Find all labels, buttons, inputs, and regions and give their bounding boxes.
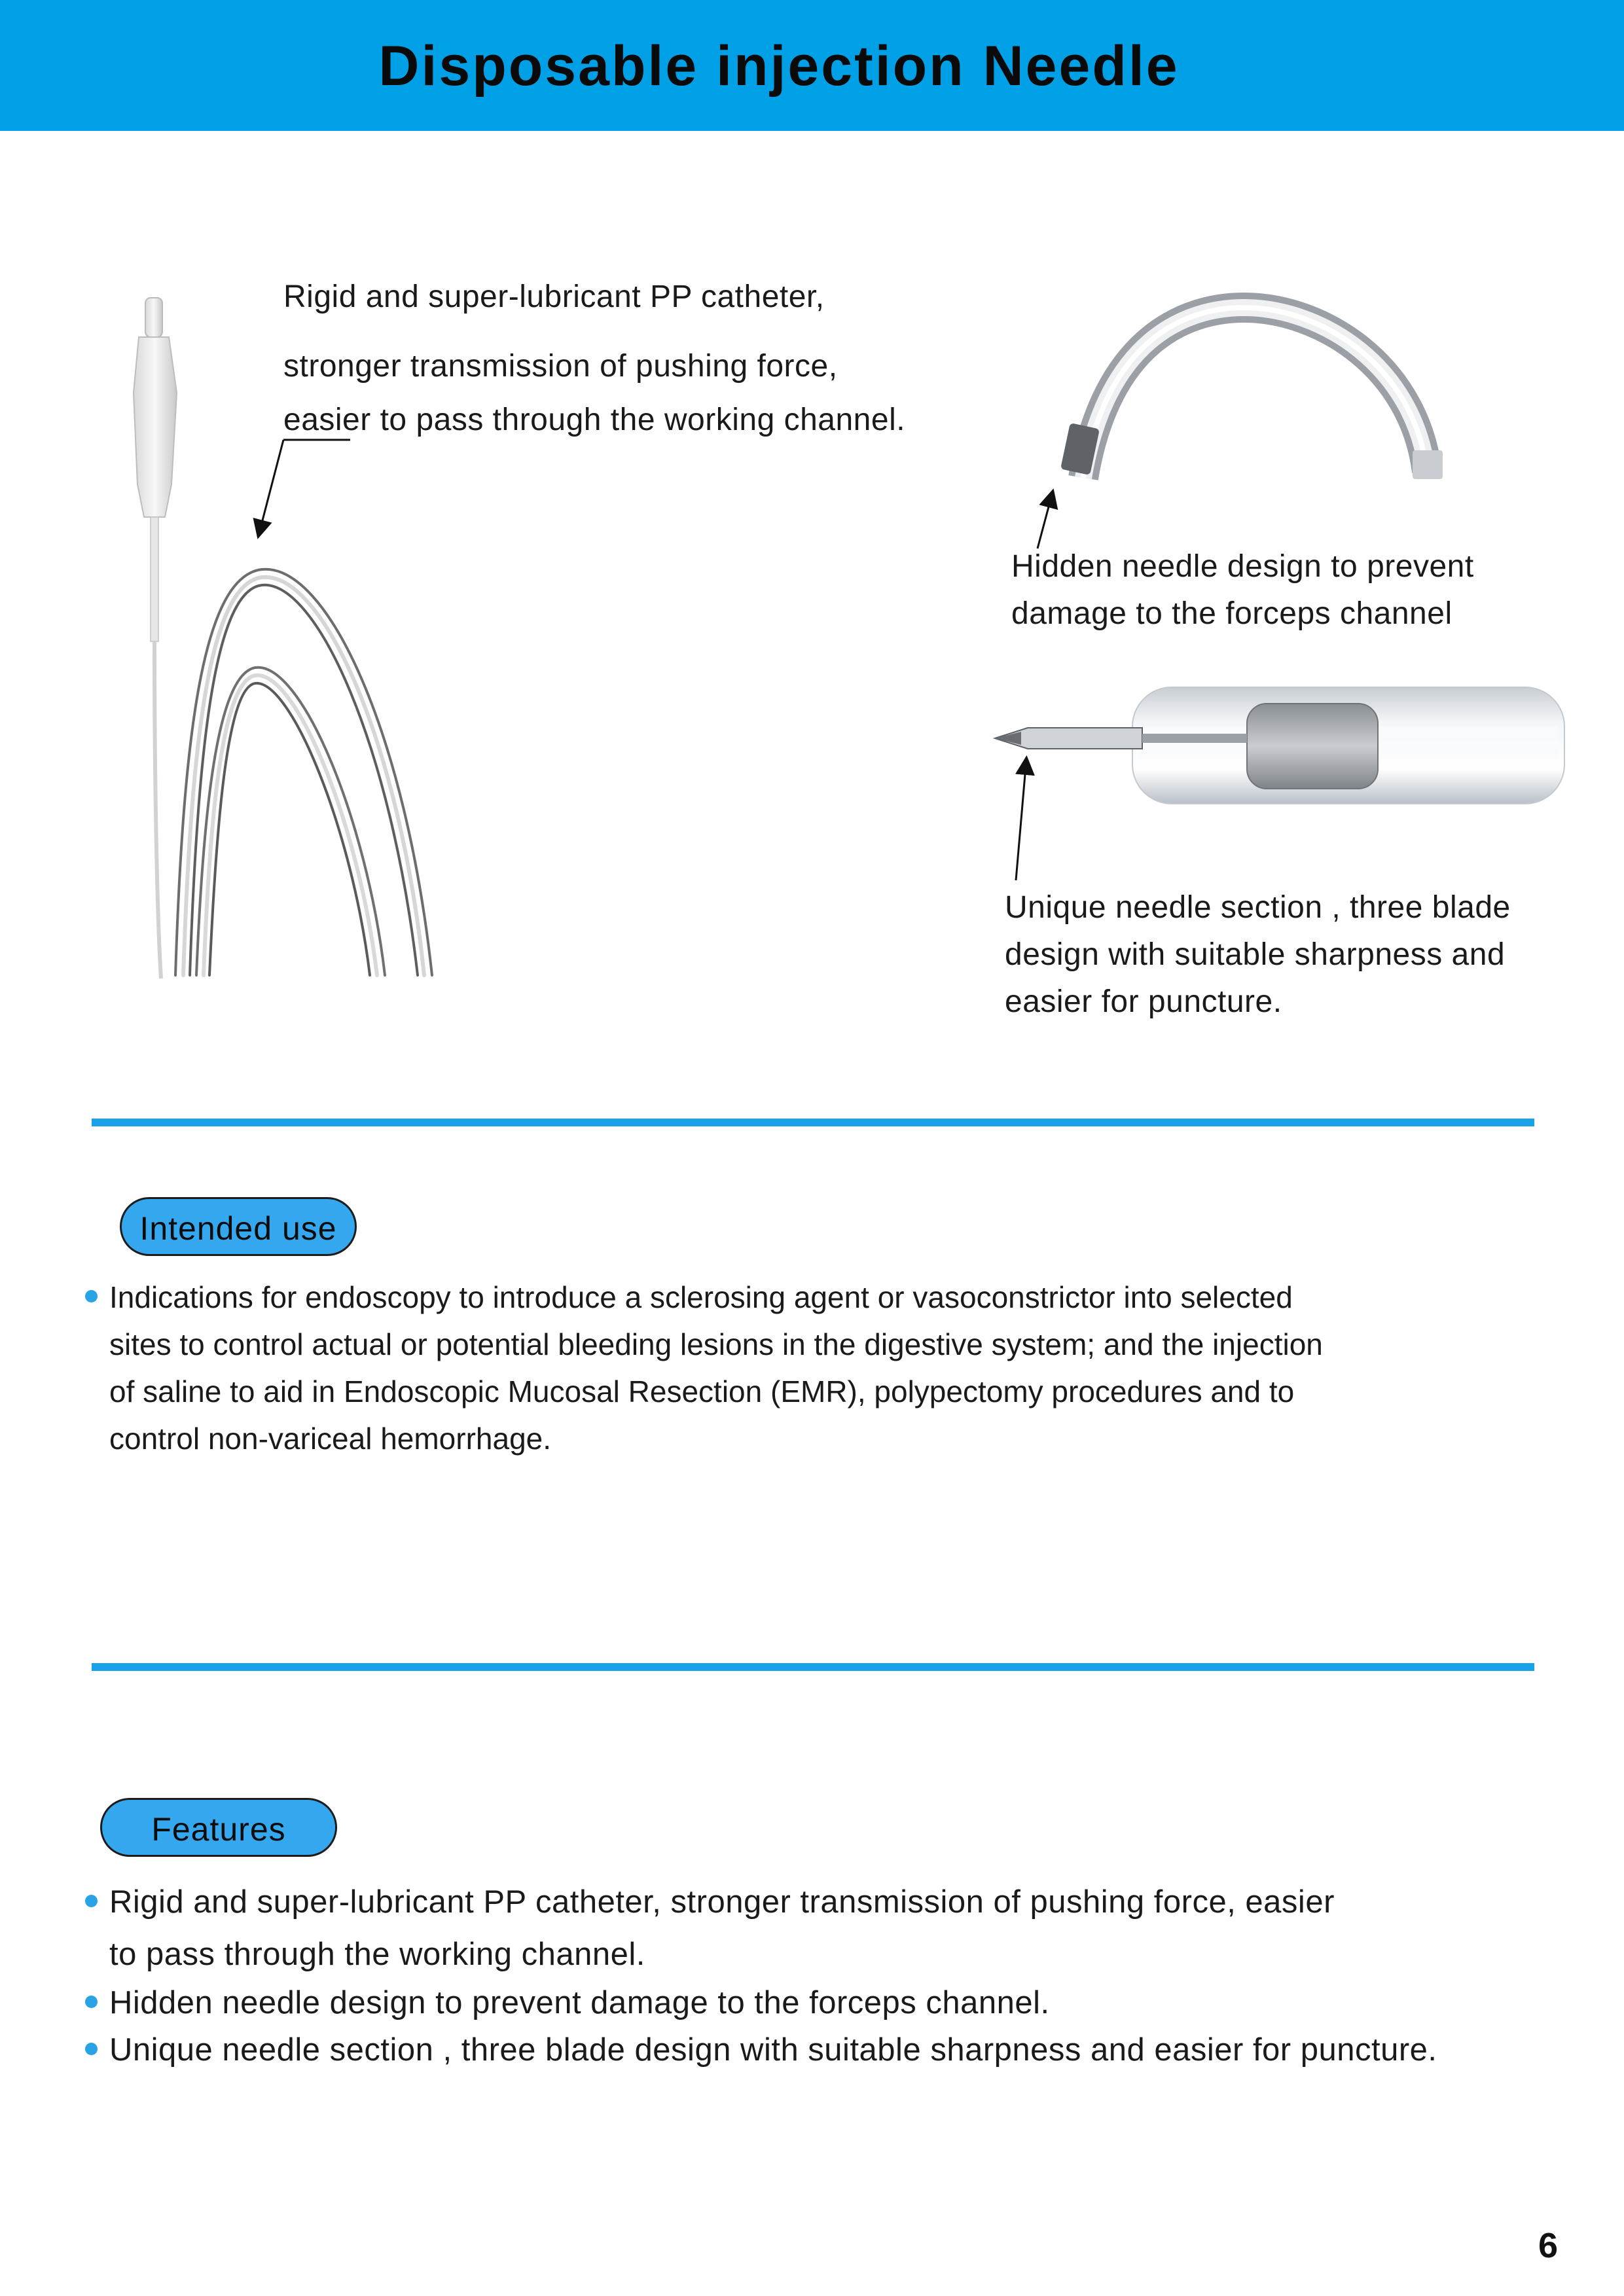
catheter-callout-line: easier to pass through the working channel. — [283, 403, 906, 437]
hidden-needle-arrow — [1038, 492, 1053, 548]
catheter-callout-line: stronger transmission of pushing force, — [283, 349, 838, 384]
needle-section-callout-line: easier for puncture. — [1005, 984, 1282, 1019]
intended-use-label: Intended use — [120, 1197, 357, 1256]
intended-use-line: sites to control actual or potential bleeding lesions in the digestive system; and the injection — [109, 1327, 1323, 1361]
needle-section-callout-line: design with suitable sharpness and — [1005, 937, 1506, 972]
needle-section-callout-line: Unique needle section , three blade — [1005, 890, 1511, 925]
section-divider — [92, 1663, 1534, 1671]
section-divider — [92, 1119, 1534, 1126]
needle-closeup-image — [995, 687, 1564, 804]
catheter-callout-arrow — [259, 440, 350, 535]
bullet-icon — [85, 1895, 98, 1907]
curved-catheter-image — [1060, 308, 1443, 479]
needle-section-arrow — [1016, 759, 1026, 880]
features-label: Features — [100, 1798, 337, 1857]
hidden-needle-callout-line: damage to the forceps channel — [1011, 596, 1453, 631]
hidden-needle-callout-line: Hidden needle design to prevent — [1011, 549, 1474, 584]
bullet-icon — [85, 2043, 98, 2055]
feature-item: Hidden needle design to prevent damage to the forceps channel. — [85, 1984, 1050, 2021]
page-number: 6 — [1538, 2226, 1559, 2265]
page-title: Disposable injection Needle — [378, 35, 1180, 98]
catheter-coil-image — [175, 569, 432, 975]
bullet-icon — [85, 1290, 98, 1302]
feature-item: Rigid and super-lubricant PP catheter, stronger transmission of pushing force, easier — [85, 1884, 1335, 1920]
catheter-callout-line: Rigid and super-lubricant PP catheter, — [283, 279, 825, 314]
intended-use-line: Indications for endoscopy to introduce a sclerosing agent or vasoconstrictor into selected — [85, 1280, 1293, 1315]
bullet-icon — [85, 1996, 98, 2008]
feature-item: Unique needle section , three blade design with suitable sharpness and easier for puncture. — [85, 2032, 1437, 2068]
intended-use-line: control non-variceal hemorrhage. — [109, 1422, 552, 1456]
feature-item-continuation: to pass through the working channel. — [109, 1937, 645, 1972]
injector-handle-image — [134, 298, 177, 978]
intended-use-line: of saline to aid in Endoscopic Mucosal Resection (EMR), polypectomy procedures and to — [109, 1374, 1295, 1408]
